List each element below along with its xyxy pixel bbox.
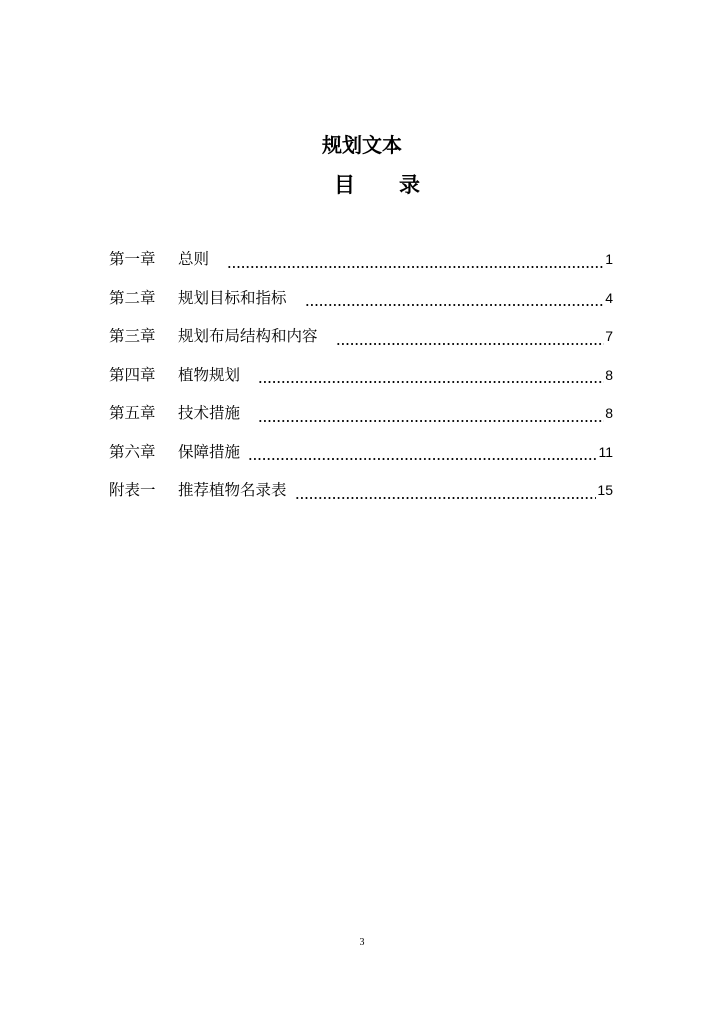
- toc-page-number: 8: [605, 405, 613, 421]
- toc-dot-leader: [336, 337, 605, 351]
- toc-entry[interactable]: [109, 283, 613, 322]
- toc-entry-title: 推荐植物名录表: [178, 481, 287, 499]
- toc-dot-leader: [258, 414, 604, 428]
- toc-dot-leader: [258, 375, 604, 389]
- toc-chapter-label: 第六章: [109, 442, 156, 461]
- toc-entry[interactable]: [109, 437, 613, 476]
- toc-entry[interactable]: [109, 321, 613, 360]
- toc-heading: [334, 170, 424, 200]
- document-title: 规划文本: [322, 133, 402, 157]
- toc-heading-char: 目: [334, 173, 355, 197]
- toc-entry[interactable]: [109, 398, 613, 437]
- toc-chapter-label: 附表一: [109, 481, 156, 499]
- toc-dot-leader: [248, 452, 597, 466]
- toc-chapter-label: 第二章: [109, 288, 156, 307]
- table-of-contents: [109, 244, 613, 514]
- toc-chapter-label: 第三章: [109, 327, 156, 345]
- toc-entry-title: 植物规划: [178, 365, 241, 384]
- toc-page-number: 8: [605, 366, 613, 383]
- toc-page-number: 4: [605, 289, 613, 306]
- toc-entry-title: 技术措施: [178, 404, 241, 422]
- toc-entry[interactable]: [109, 475, 613, 514]
- toc-page-number: 11: [598, 443, 613, 460]
- toc-entry-title: 规划布局结构和内容: [178, 327, 318, 345]
- toc-page-number: 1: [605, 251, 613, 267]
- footer-page-number: 3: [359, 937, 365, 948]
- toc-entry-title: 总则: [178, 250, 210, 268]
- toc-chapter-label: 第五章: [109, 404, 156, 422]
- toc-heading-char: 录: [399, 173, 420, 197]
- toc-page-number: 15: [597, 482, 613, 498]
- toc-entry-title: 规划目标和指标: [178, 288, 287, 307]
- toc-entry-title: 保障措施: [178, 442, 241, 461]
- toc-entry[interactable]: [109, 244, 613, 283]
- toc-chapter-label: 第一章: [109, 250, 156, 268]
- toc-dot-leader: [295, 491, 597, 505]
- toc-page-number: 7: [605, 328, 613, 344]
- toc-entry[interactable]: [109, 360, 613, 399]
- toc-chapter-label: 第四章: [109, 365, 156, 384]
- toc-dot-leader: [305, 298, 605, 312]
- toc-dot-leader: [227, 260, 604, 274]
